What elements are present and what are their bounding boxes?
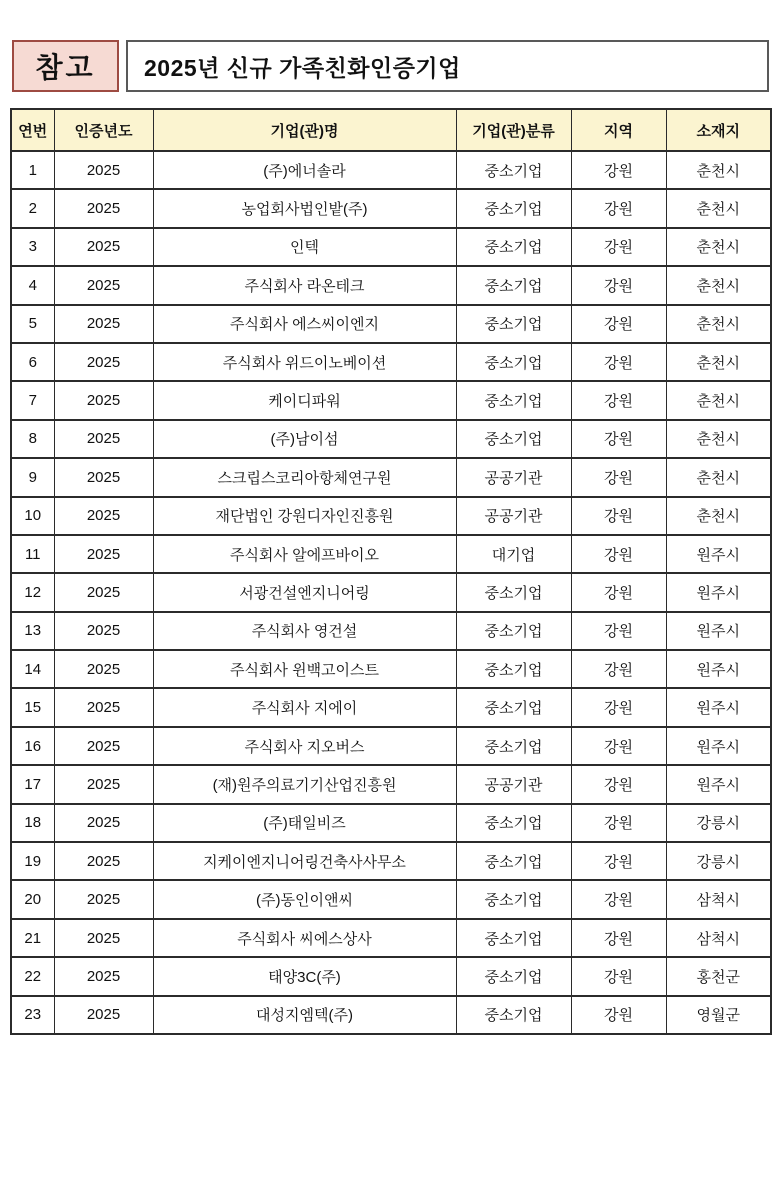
cell-no: 12 bbox=[11, 573, 54, 611]
cell-no: 3 bbox=[11, 228, 54, 266]
cell-company-category: 중소기업 bbox=[456, 842, 571, 880]
cell-no: 1 bbox=[11, 151, 54, 189]
cell-company-name: (주)에너솔라 bbox=[153, 151, 456, 189]
table-row bbox=[11, 727, 771, 765]
reference-badge: 참고 bbox=[12, 40, 119, 92]
cell-company-name: 주식회사 영건설 bbox=[153, 612, 456, 650]
table-row bbox=[11, 420, 771, 458]
cell-location: 원주시 bbox=[666, 650, 771, 688]
cell-region: 강원 bbox=[571, 228, 666, 266]
cell-region: 강원 bbox=[571, 458, 666, 496]
cell-location: 춘천시 bbox=[666, 381, 771, 419]
cell-region: 강원 bbox=[571, 688, 666, 726]
cell-location: 원주시 bbox=[666, 573, 771, 611]
table-row bbox=[11, 458, 771, 496]
cell-year: 2025 bbox=[54, 343, 153, 381]
col-header-year: 인증년도 bbox=[54, 109, 153, 151]
cell-company-name: 주식회사 윈백고이스트 bbox=[153, 650, 456, 688]
cell-no: 13 bbox=[11, 612, 54, 650]
cell-location: 춘천시 bbox=[666, 189, 771, 227]
table-row bbox=[11, 266, 771, 304]
cell-region: 강원 bbox=[571, 420, 666, 458]
cell-company-category: 중소기업 bbox=[456, 189, 571, 227]
table-row bbox=[11, 880, 771, 918]
cell-company-category: 중소기업 bbox=[456, 266, 571, 304]
cell-company-category: 중소기업 bbox=[456, 151, 571, 189]
col-header-region: 지역 bbox=[571, 109, 666, 151]
cell-company-name: 주식회사 지오버스 bbox=[153, 727, 456, 765]
table-row bbox=[11, 228, 771, 266]
cell-region: 강원 bbox=[571, 765, 666, 803]
cell-no: 20 bbox=[11, 880, 54, 918]
cell-no: 9 bbox=[11, 458, 54, 496]
table-row bbox=[11, 305, 771, 343]
table-row bbox=[11, 650, 771, 688]
cell-year: 2025 bbox=[54, 381, 153, 419]
table-row bbox=[11, 535, 771, 573]
cell-company-name: (주)남이섬 bbox=[153, 420, 456, 458]
cell-year: 2025 bbox=[54, 420, 153, 458]
table-row bbox=[11, 842, 771, 880]
cell-region: 강원 bbox=[571, 612, 666, 650]
table-row bbox=[11, 573, 771, 611]
cell-year: 2025 bbox=[54, 919, 153, 957]
cell-region: 강원 bbox=[571, 996, 666, 1034]
cell-company-category: 중소기업 bbox=[456, 919, 571, 957]
cell-year: 2025 bbox=[54, 804, 153, 842]
cell-year: 2025 bbox=[54, 305, 153, 343]
cell-company-name: 지케이엔지니어링건축사사무소 bbox=[153, 842, 456, 880]
cell-company-name: 스크립스코리아항체연구원 bbox=[153, 458, 456, 496]
cell-region: 강원 bbox=[571, 151, 666, 189]
cell-year: 2025 bbox=[54, 688, 153, 726]
cell-year: 2025 bbox=[54, 189, 153, 227]
cell-year: 2025 bbox=[54, 497, 153, 535]
cell-no: 16 bbox=[11, 727, 54, 765]
cell-company-name: 주식회사 알에프바이오 bbox=[153, 535, 456, 573]
cell-no: 15 bbox=[11, 688, 54, 726]
col-header-no: 연번 bbox=[11, 109, 54, 151]
cell-year: 2025 bbox=[54, 996, 153, 1034]
cell-no: 10 bbox=[11, 497, 54, 535]
cell-no: 17 bbox=[11, 765, 54, 803]
table-row bbox=[11, 189, 771, 227]
cell-region: 강원 bbox=[571, 842, 666, 880]
cell-company-category: 중소기업 bbox=[456, 420, 571, 458]
cell-no: 6 bbox=[11, 343, 54, 381]
table-row bbox=[11, 996, 771, 1034]
cell-location: 춘천시 bbox=[666, 151, 771, 189]
cell-no: 19 bbox=[11, 842, 54, 880]
cell-company-category: 중소기업 bbox=[456, 996, 571, 1034]
cell-year: 2025 bbox=[54, 573, 153, 611]
cell-company-category: 중소기업 bbox=[456, 612, 571, 650]
cell-company-category: 중소기업 bbox=[456, 650, 571, 688]
cell-year: 2025 bbox=[54, 612, 153, 650]
cell-location: 원주시 bbox=[666, 688, 771, 726]
cell-location: 춘천시 bbox=[666, 343, 771, 381]
company-table bbox=[10, 108, 772, 1035]
cell-company-name: 인텍 bbox=[153, 228, 456, 266]
cell-region: 강원 bbox=[571, 343, 666, 381]
cell-company-category: 중소기업 bbox=[456, 228, 571, 266]
cell-company-category: 중소기업 bbox=[456, 305, 571, 343]
cell-company-category: 중소기업 bbox=[456, 343, 571, 381]
cell-company-category: 공공기관 bbox=[456, 497, 571, 535]
cell-company-category: 중소기업 bbox=[456, 880, 571, 918]
cell-company-name: (재)원주의료기기산업진흥원 bbox=[153, 765, 456, 803]
page-header bbox=[12, 40, 769, 92]
table-row bbox=[11, 765, 771, 803]
page-title: 2025년 신규 가족친화인증기업 bbox=[144, 54, 461, 81]
cell-location: 강릉시 bbox=[666, 804, 771, 842]
table-row bbox=[11, 688, 771, 726]
table-row bbox=[11, 919, 771, 957]
cell-location: 삼척시 bbox=[666, 880, 771, 918]
cell-company-name: 농업회사법인밭(주) bbox=[153, 189, 456, 227]
cell-region: 강원 bbox=[571, 880, 666, 918]
cell-no: 11 bbox=[11, 535, 54, 573]
cell-company-name: 태양3C(주) bbox=[153, 957, 456, 995]
cell-company-category: 중소기업 bbox=[456, 727, 571, 765]
cell-no: 7 bbox=[11, 381, 54, 419]
cell-company-name: 주식회사 씨에스상사 bbox=[153, 919, 456, 957]
cell-year: 2025 bbox=[54, 842, 153, 880]
cell-no: 18 bbox=[11, 804, 54, 842]
cell-company-name: (주)동인이앤씨 bbox=[153, 880, 456, 918]
table-row bbox=[11, 804, 771, 842]
cell-location: 원주시 bbox=[666, 727, 771, 765]
cell-region: 강원 bbox=[571, 381, 666, 419]
cell-no: 23 bbox=[11, 996, 54, 1034]
cell-region: 강원 bbox=[571, 650, 666, 688]
cell-no: 8 bbox=[11, 420, 54, 458]
cell-year: 2025 bbox=[54, 535, 153, 573]
table-row bbox=[11, 151, 771, 189]
table-body bbox=[11, 151, 771, 1034]
cell-region: 강원 bbox=[571, 497, 666, 535]
cell-location: 춘천시 bbox=[666, 266, 771, 304]
cell-year: 2025 bbox=[54, 650, 153, 688]
cell-company-name: 주식회사 에스씨이엔지 bbox=[153, 305, 456, 343]
cell-company-name: 주식회사 지에이 bbox=[153, 688, 456, 726]
cell-no: 14 bbox=[11, 650, 54, 688]
cell-no: 22 bbox=[11, 957, 54, 995]
cell-company-category: 중소기업 bbox=[456, 804, 571, 842]
table-row bbox=[11, 957, 771, 995]
cell-year: 2025 bbox=[54, 880, 153, 918]
cell-company-name: 케이디파워 bbox=[153, 381, 456, 419]
col-header-company-category: 기업(관)분류 bbox=[456, 109, 571, 151]
cell-region: 강원 bbox=[571, 727, 666, 765]
cell-company-name: 주식회사 위드이노베이션 bbox=[153, 343, 456, 381]
cell-no: 4 bbox=[11, 266, 54, 304]
cell-location: 영월군 bbox=[666, 996, 771, 1034]
col-header-company-name: 기업(관)명 bbox=[153, 109, 456, 151]
cell-location: 춘천시 bbox=[666, 228, 771, 266]
cell-location: 홍천군 bbox=[666, 957, 771, 995]
cell-year: 2025 bbox=[54, 765, 153, 803]
cell-company-name: 재단법인 강원디자인진흥원 bbox=[153, 497, 456, 535]
cell-region: 강원 bbox=[571, 573, 666, 611]
table-row bbox=[11, 497, 771, 535]
col-header-location: 소재지 bbox=[666, 109, 771, 151]
cell-company-category: 대기업 bbox=[456, 535, 571, 573]
cell-company-name: 주식회사 라온테크 bbox=[153, 266, 456, 304]
cell-year: 2025 bbox=[54, 228, 153, 266]
cell-location: 원주시 bbox=[666, 765, 771, 803]
table-row bbox=[11, 612, 771, 650]
cell-region: 강원 bbox=[571, 305, 666, 343]
cell-year: 2025 bbox=[54, 151, 153, 189]
cell-company-category: 공공기관 bbox=[456, 458, 571, 496]
cell-year: 2025 bbox=[54, 458, 153, 496]
cell-location: 원주시 bbox=[666, 535, 771, 573]
cell-no: 2 bbox=[11, 189, 54, 227]
cell-company-category: 중소기업 bbox=[456, 381, 571, 419]
cell-region: 강원 bbox=[571, 957, 666, 995]
cell-location: 원주시 bbox=[666, 612, 771, 650]
cell-year: 2025 bbox=[54, 957, 153, 995]
title-box bbox=[126, 40, 769, 92]
cell-company-category: 중소기업 bbox=[456, 957, 571, 995]
cell-region: 강원 bbox=[571, 804, 666, 842]
cell-region: 강원 bbox=[571, 266, 666, 304]
cell-company-name: 대성지엠텍(주) bbox=[153, 996, 456, 1034]
cell-region: 강원 bbox=[571, 189, 666, 227]
cell-location: 삼척시 bbox=[666, 919, 771, 957]
cell-location: 춘천시 bbox=[666, 497, 771, 535]
cell-location: 춘천시 bbox=[666, 420, 771, 458]
cell-company-category: 공공기관 bbox=[456, 765, 571, 803]
cell-company-name: 서광건설엔지니어링 bbox=[153, 573, 456, 611]
cell-year: 2025 bbox=[54, 266, 153, 304]
cell-region: 강원 bbox=[571, 919, 666, 957]
cell-company-category: 중소기업 bbox=[456, 573, 571, 611]
table-row bbox=[11, 343, 771, 381]
cell-company-name: (주)태일비즈 bbox=[153, 804, 456, 842]
cell-location: 춘천시 bbox=[666, 458, 771, 496]
cell-region: 강원 bbox=[571, 535, 666, 573]
table-header bbox=[11, 109, 771, 151]
cell-location: 강릉시 bbox=[666, 842, 771, 880]
table-row bbox=[11, 381, 771, 419]
cell-year: 2025 bbox=[54, 727, 153, 765]
header-row bbox=[11, 109, 771, 151]
cell-no: 5 bbox=[11, 305, 54, 343]
cell-no: 21 bbox=[11, 919, 54, 957]
cell-location: 춘천시 bbox=[666, 305, 771, 343]
cell-company-category: 중소기업 bbox=[456, 688, 571, 726]
